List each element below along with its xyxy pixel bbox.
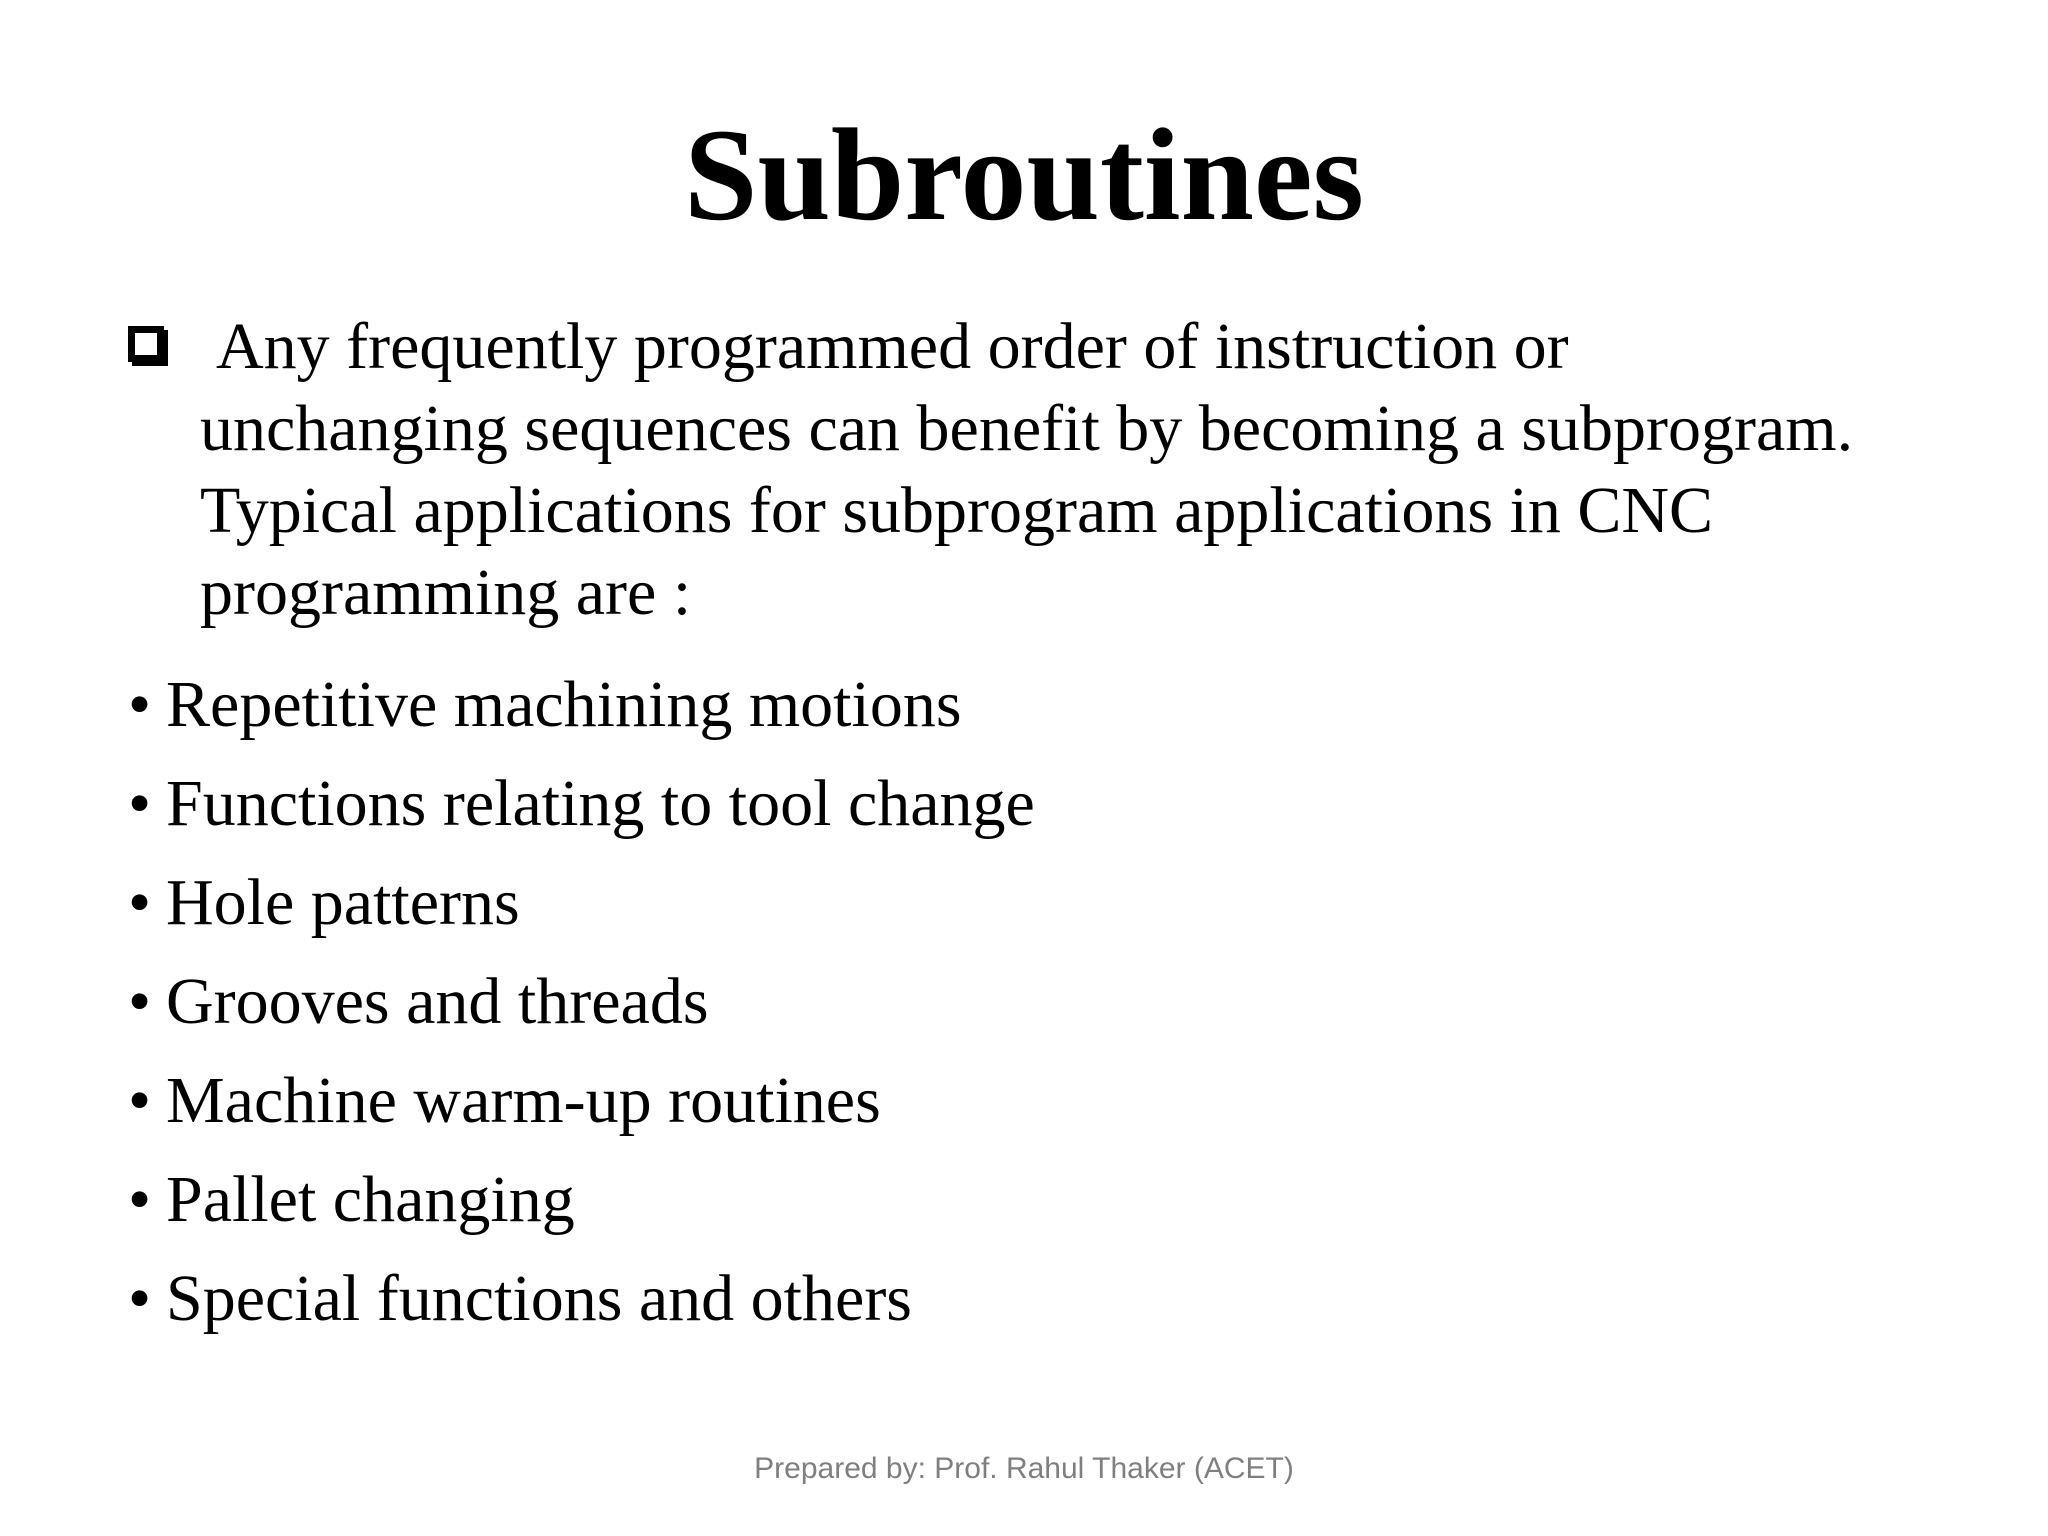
bullet-icon: • — [128, 965, 152, 1038]
intro-line: programming are : — [200, 556, 692, 629]
list-item-text: Grooves and threads — [166, 965, 709, 1038]
bullet-icon: • — [128, 866, 152, 939]
bullet-icon: • — [128, 1262, 152, 1335]
list-item-text: Repetitive machining motions — [166, 668, 962, 741]
list-item-text: Pallet changing — [166, 1163, 575, 1236]
bullet-icon: • — [128, 1064, 152, 1137]
bullet-list — [128, 655, 1035, 1348]
intro-line: unchanging sequences can benefit by becoming a subprogram. — [200, 392, 1854, 465]
list-item — [128, 853, 1035, 952]
list-item — [128, 754, 1035, 853]
slide-footer: Prepared by: Prof. Rahul Thaker (ACET) — [754, 1452, 1294, 1485]
bullet-icon: • — [128, 1163, 152, 1236]
slide-title: Subroutines — [684, 101, 1364, 248]
checkbox-bullet-icon — [128, 326, 164, 362]
list-item — [128, 655, 1035, 754]
list-item-text: Special functions and others — [166, 1262, 912, 1335]
intro-line: Any frequently programmed order of instruction or — [216, 310, 1569, 383]
list-item-text: Functions relating to tool change — [166, 767, 1035, 840]
list-item-text: Hole patterns — [166, 866, 520, 939]
bullet-icon: • — [128, 668, 152, 741]
intro-line: Typical applications for subprogram applications in CNC — [200, 474, 1714, 547]
list-item — [128, 1150, 1035, 1249]
list-item — [128, 1051, 1035, 1150]
intro-paragraph — [128, 306, 1968, 634]
list-item-text: Machine warm-up routines — [166, 1064, 881, 1137]
list-item — [128, 1249, 1035, 1348]
intro-text — [128, 306, 1968, 634]
list-item — [128, 952, 1035, 1051]
bullet-icon: • — [128, 767, 152, 840]
